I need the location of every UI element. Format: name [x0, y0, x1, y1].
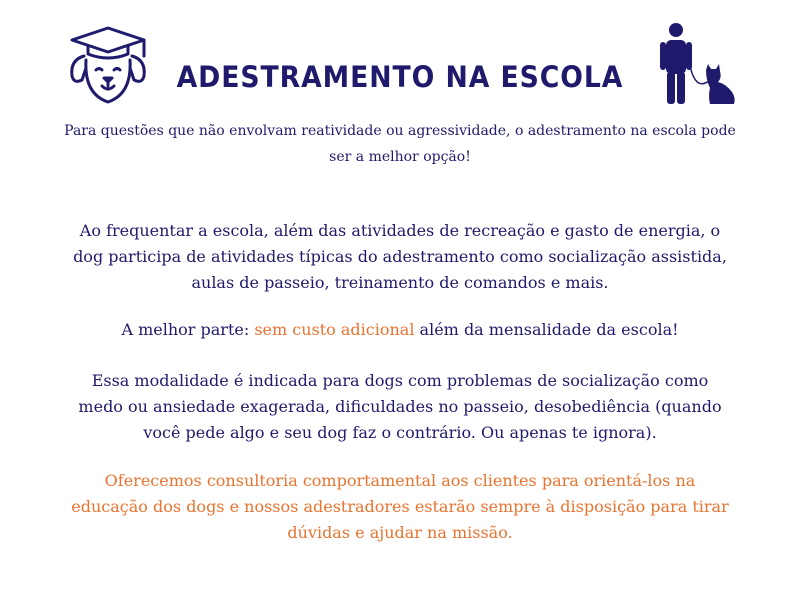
page-title: ADESTRAMENTO NA ESCOLA	[176, 60, 624, 94]
paragraph-indication: Essa modalidade é indicada para dogs com problemas de socialização como medo ou ansiedade exagerada, dificuldades no passeio, desobediência (quando você pede algo e seu dog faz o contrário. Ou apenas te ignora).	[78, 371, 722, 442]
paragraph-best-part	[70, 317, 730, 343]
paragraph-activities: Ao frequentar a escola, além das atividades de recreação e gasto de energia, o dog participa de atividades típicas do adestramento como socialização assistida, aulas de passeio, treinamento de comandos e mais.	[73, 221, 727, 292]
best-part-tail: além da mensalidade da escola!	[414, 320, 679, 339]
no-extra-cost-highlight: sem custo adicional	[254, 320, 415, 339]
paragraph-consulting: Oferecemos consultoria comportamental aos clientes para orientá-los na educação dos dogs e nossos adestradores estarão sempre à disposição para tirar dúvidas e ajudar na missão.	[71, 471, 729, 542]
best-part-lead: A melhor parte:	[121, 320, 255, 339]
page-subtitle: Para questões que não envolvam reatividade ou agressividade, o adestramento na escola pode ser a melhor opção!	[64, 123, 736, 165]
